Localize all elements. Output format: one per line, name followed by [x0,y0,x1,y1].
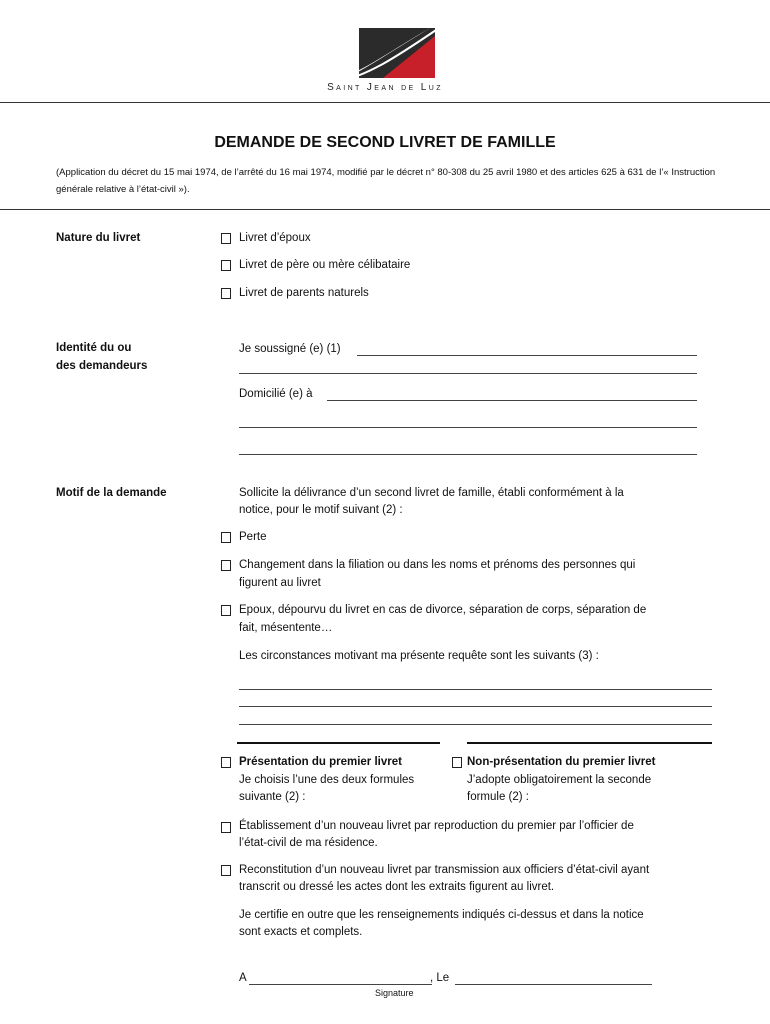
date-label: , Le [430,972,450,984]
non-presentation-line2: formule (2) : [467,791,529,803]
nature-label: Nature du livret [56,232,141,244]
motif-intro-line1: Sollicite la délivrance d’un second livret de famille, établi conformément à la [239,487,624,499]
formule1-line2: l’état-civil de ma résidence. [239,837,378,849]
motif-label: Motif de la demande [56,487,167,499]
checkbox-changement[interactable] [221,560,231,571]
checkbox-perte[interactable] [221,532,231,543]
option-livret-celibataire: Livret de père ou mère célibataire [239,259,411,271]
certifie-line2: sont exacts et complets. [239,926,363,938]
checkbox-non-presentation[interactable] [452,757,462,768]
identite-label-line1: Identité du ou [56,342,132,354]
subtitle: (Application du décret du 15 mai 1974, de l’arrêté du 16 mai 1974, modifié par le décret n° 80-308 du 25 avril 1980 et des articles 625 à 631 de l’« Instruction générale relative à l’état-civil »). [56,167,716,195]
checkbox-livret-epoux[interactable] [221,233,231,244]
header-divider [0,102,770,103]
option-changement-line1: Changement dans la filiation ou dans les noms et prénoms des personnes qui [239,559,636,571]
option-livret-epoux: Livret d’époux [239,232,311,244]
non-presentation-rule [467,742,712,744]
non-presentation-line1: J’adopte obligatoirement la seconde [467,774,652,786]
option-livret-parents-naturels: Livret de parents naturels [239,287,369,299]
soussigne-field[interactable] [357,355,697,356]
certifie-line1: Je certifie en outre que les renseignements indiqués ci-dessus et dans la notice [239,909,644,921]
option-epoux-line1: Epoux, dépourvu du livret en cas de divorce, séparation de corps, séparation de [239,604,647,616]
lieu-label: A [239,972,247,984]
presentation-line2: suivante (2) : [239,791,306,803]
logo [333,22,443,84]
soussigne-label: Je soussigné (e) (1) [239,343,341,355]
checkbox-epoux[interactable] [221,605,231,616]
presentation-title: Présentation du premier livret [239,756,402,768]
checkbox-formule-2[interactable] [221,865,231,876]
formule2-line2: transcrit ou dressé les actes dont les extraits figurent au livret. [239,881,555,893]
option-perte: Perte [239,531,267,543]
section-divider [0,209,770,210]
checkbox-formule-1[interactable] [221,822,231,833]
checkbox-livret-celibataire[interactable] [221,260,231,271]
circonstances-line-1[interactable] [239,689,712,690]
presentation-rule [237,742,440,744]
domicilie-field-2[interactable] [239,427,697,428]
formule2-line1: Reconstitution d’un nouveau livret par transmission aux officiers d’état-civil ayant [239,864,650,876]
lieu-field[interactable] [249,984,432,985]
domicilie-field[interactable] [327,400,697,401]
formule1-line1: Établissement d’un nouveau livret par reproduction du premier par l’officier de [239,820,634,832]
circonstances-line-2[interactable] [239,706,712,707]
presentation-line1: Je choisis l’une des deux formules [239,774,415,786]
checkbox-presentation[interactable] [221,757,231,768]
domicilie-label: Domicilié (e) à [239,388,313,400]
logo-text: Saint Jean de Luz [327,82,443,93]
domicilie-field-3[interactable] [239,454,697,455]
non-presentation-title: Non-présentation du premier livret [467,756,656,768]
page-title: DEMANDE DE SECOND LIVRET DE FAMILLE [214,134,556,151]
date-field[interactable] [455,984,652,985]
motif-intro-line2: notice, pour le motif suivant (2) : [239,504,403,516]
checkbox-livret-parents-naturels[interactable] [221,288,231,299]
soussigne-field-2[interactable] [239,373,697,374]
identite-label-line2: des demandeurs [56,360,148,372]
signature-label: Signature [375,988,414,998]
option-epoux-line2: fait, mésentente… [239,622,333,634]
option-changement-line2: figurent au livret [239,577,321,589]
circonstances-label: Les circonstances motivant ma présente requête sont les suivants (3) : [239,650,599,662]
circonstances-line-3[interactable] [239,724,712,725]
